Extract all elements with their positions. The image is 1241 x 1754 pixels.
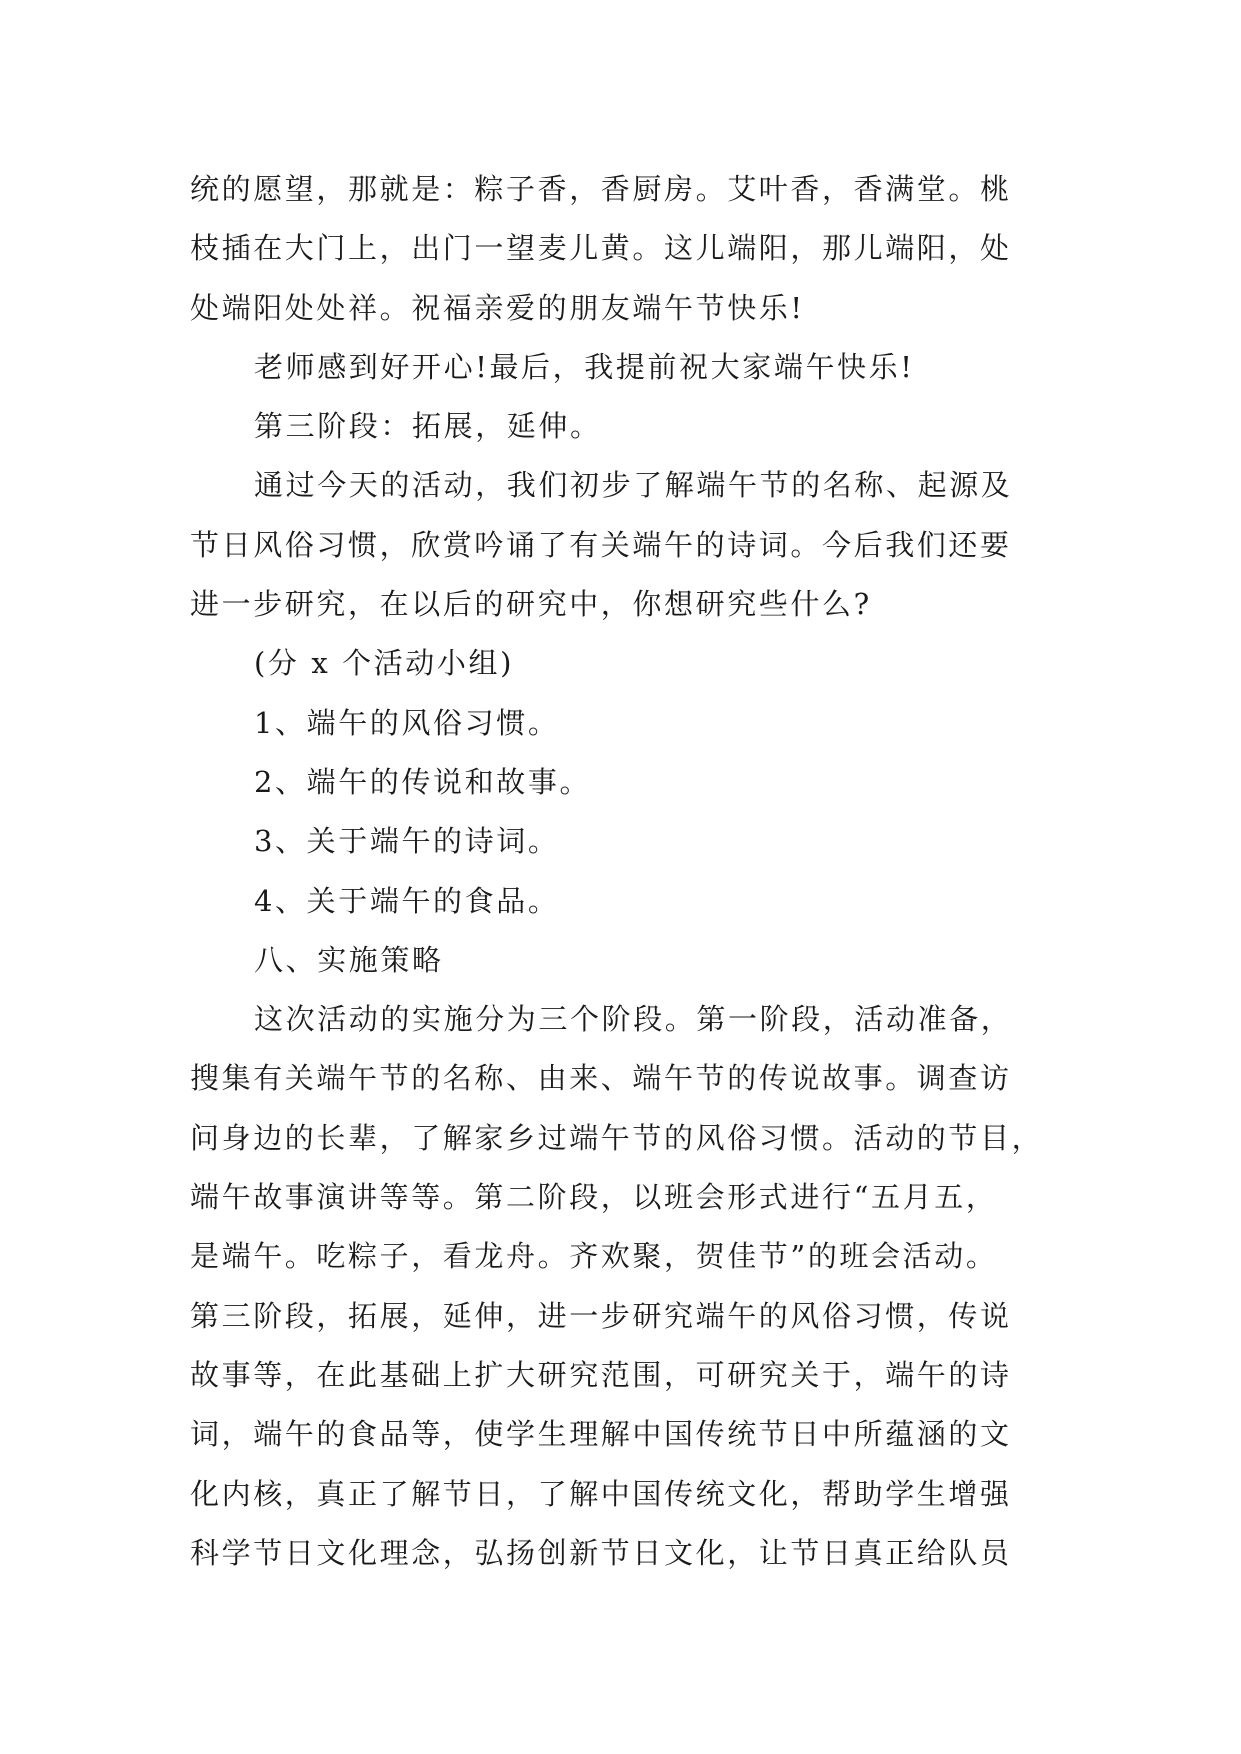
text-line: 老师感到好开心!最后，我提前祝大家端午快乐! <box>254 349 915 384</box>
text-line: 故事等，在此基础上扩大研究范围，可研究关于，端午的诗 <box>190 1357 1012 1392</box>
text-line: 通过今天的活动，我们初步了解端午节的名称、起源及 <box>254 468 1013 503</box>
body-text <box>190 160 1062 1583</box>
text-line: (分 x 个活动小组) <box>254 646 515 681</box>
text-line: 4、关于端午的食品。 <box>254 883 560 918</box>
text-line: 枝插在大门上，出门一望麦儿黄。这儿端阳，那儿端阳，处 <box>190 231 1012 266</box>
text-line: 化内核，真正了解节日，了解中国传统文化，帮助学生增强 <box>190 1476 1012 1511</box>
text-line: 进一步研究，在以后的研究中，你想研究些什么? <box>190 587 872 622</box>
text-line: 是端午。吃粽子，看龙舟。齐欢聚，贺佳节”的班会活动。 <box>190 1239 998 1274</box>
text-line: 八、实施策略 <box>254 942 444 977</box>
text-line: 这次活动的实施分为三个阶段。第一阶段，活动准备， <box>254 1002 1013 1037</box>
text-line: 处端阳处处祥。祝福亲爱的朋友端午节快乐! <box>190 290 805 325</box>
text-line: 统的愿望，那就是：粽子香，香厨房。艾叶香，香满堂。桃 <box>190 172 1012 206</box>
text-line: 第三阶段，拓展，延伸，进一步研究端午的风俗习惯，传说 <box>190 1298 1012 1333</box>
text-line: 问身边的长辈，了解家乡过端午节的风俗习惯。活动的节目， <box>190 1120 1044 1155</box>
text-line: 词，端午的食品等，使学生理解中国传统节日中所蕴涵的文 <box>190 1417 1012 1452</box>
text-line: 节日风俗习惯，欣赏吟诵了有关端午的诗词。今后我们还要 <box>190 527 1012 562</box>
text-line: 科学节日文化理念，弘扬创新节日文化，让节日真正给队员 <box>190 1535 1012 1570</box>
text-line: 端午故事演讲等等。第二阶段，以班会形式进行“五月五， <box>190 1180 998 1215</box>
text-line: 2、端午的传说和故事。 <box>254 764 592 799</box>
text-line: 3、关于端午的诗词。 <box>254 824 560 859</box>
text-line: 1、端午的风俗习惯。 <box>254 705 560 740</box>
text-line: 搜集有关端午节的名称、由来、端午节的传说故事。调查访 <box>190 1061 1012 1096</box>
text-line: 第三阶段：拓展，延伸。 <box>254 409 602 444</box>
